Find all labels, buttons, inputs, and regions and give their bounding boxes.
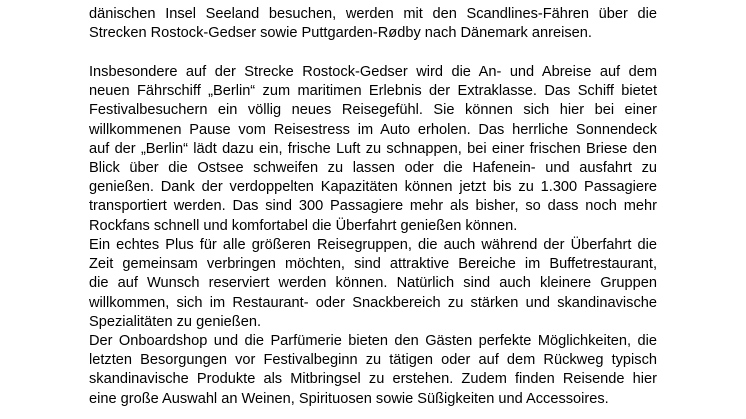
text-line: Blick über die Ostsee schweifen zu lassen oder die Hafenein- und ausfahrt zu: [89, 160, 657, 177]
paragraph-berlin-ferry: [89, 63, 657, 236]
text-line: Spezialitäten zu genießen.: [89, 313, 261, 330]
text-line: eine große Auswahl an Weinen, Spirituosen sowie Süßigkeiten und Accessoires.: [89, 390, 609, 407]
text-line: genießen. Dank der verdoppelten Kapazitäten können jetzt bis zu 1.300 Passagiere: [89, 179, 657, 196]
text-line: willkommen, sich im Restaurant- oder Snackbereich zu stärken und skandinavische: [89, 294, 657, 311]
text-line: Zeit gemeinsam verbringen möchten, sind attraktive Bereiche im Buffetrestaurant,: [89, 256, 657, 273]
text-line: Festivalbesuchern ein völlig neues Reisegefühl. Sie können sich hier bei einer: [89, 102, 657, 119]
text-line: Der Onboardshop und die Parfümerie bieten den Gästen perfekte Möglichkeiten, die: [89, 333, 657, 349]
text-line: willkommenen Pause vom Reisestress im Auto erholen. Das herrliche Sonnendeck: [89, 121, 657, 138]
text-line: neuen Fährschiff „Berlin“ zum maritimen Erlebnis der Extraklasse. Das Schiff bietet: [89, 83, 657, 100]
text-line: Insbesondere auf der Strecke Rostock-Gedser wird die An- und Abreise auf dem: [89, 64, 657, 80]
text-line: Rockfans schnell und komfortabel die Überfahrt genießen können.: [89, 217, 518, 234]
paragraph-intro: [89, 5, 657, 43]
text-line: letzten Besorgungen vor Festivalbeginn zu tätigen oder auf dem Rückweg typisch: [89, 352, 657, 369]
paragraph-travel-groups: [89, 236, 657, 332]
text-line: die auf Wunsch reserviert werden können. Natürlich sind auch kleinere Gruppen: [89, 275, 657, 292]
text-line: Strecken Rostock-Gedser sowie Puttgarden-Rødby nach Dänemark anreisen.: [89, 25, 592, 42]
text-line: Ein echtes Plus für alle größeren Reisegruppen, die auch während der Überfahrt die: [89, 237, 657, 253]
paragraph-onboard-shop: [89, 332, 657, 409]
text-line: skandinavische Produkte als Mitbringsel zu erstehen. Zudem finden Reisende hier: [89, 371, 657, 388]
text-line: auf der „Berlin“ lädt dazu ein, frische Luft zu schnappen, bei einer frischen Briese den: [89, 140, 657, 157]
text-line: dänischen Insel Seeland besuchen, werden mit den Scandlines-Fähren über die: [89, 6, 657, 22]
text-line: transportiert werden. Das sind 300 Passagiere mehr als bisher, so dass noch mehr: [89, 198, 657, 215]
